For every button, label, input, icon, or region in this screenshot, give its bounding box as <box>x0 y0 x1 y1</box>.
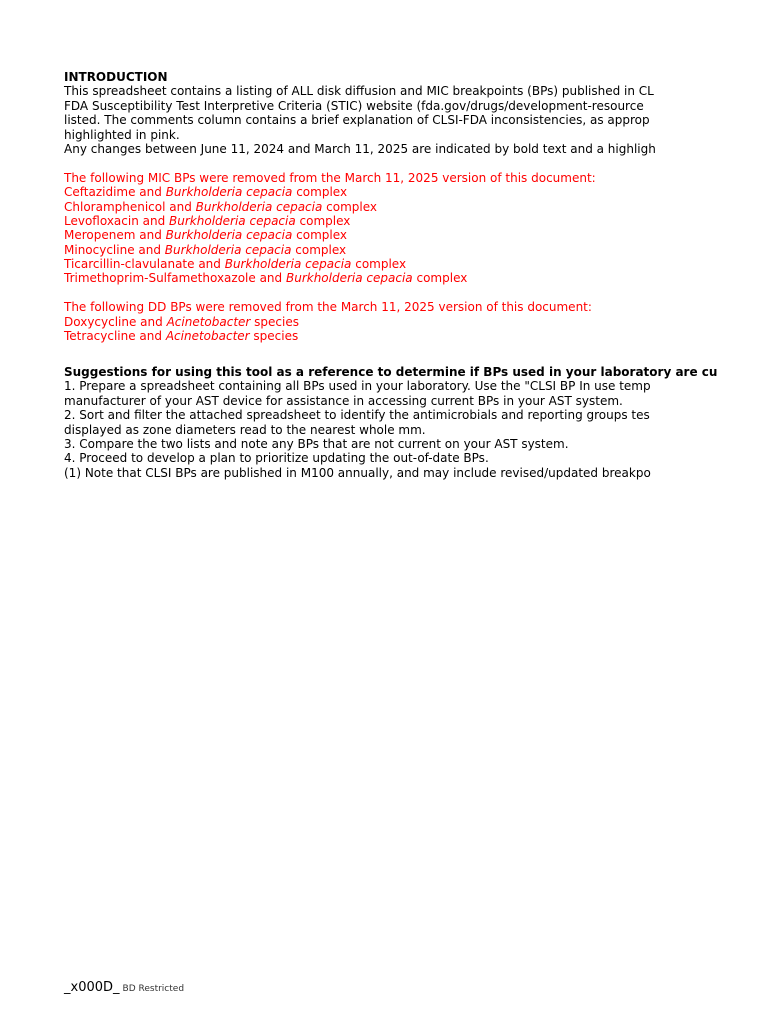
mic-removed-item: Chloramphenicol and Burkholderia cepacia complex <box>64 199 378 214</box>
mic-removed-item: Ticarcillin-clavulanate and Burkholderia cepacia complex <box>64 257 407 272</box>
intro-heading: INTRODUCTION <box>64 70 168 84</box>
spacer <box>64 156 607 170</box>
suggestion-line: displayed as zone diameters read to the nearest whole mm. <box>64 422 426 437</box>
mic-removed-heading: The following MIC BPs were removed from the March 11, 2025 version of this document: <box>64 170 596 185</box>
classification-label: BD Restricted <box>122 984 185 994</box>
mic-removed-item: Levofloxacin and Burkholderia cepacia complex <box>64 213 351 228</box>
intro-line: listed. The comments column contains a brief explanation of CLSI-FDA inconsistencies, as approp <box>64 113 650 128</box>
intro-line: FDA Susceptibility Test Interpretive Criteria (STIC) website (fda.gov/drugs/development-resource <box>64 98 644 113</box>
mic-removed-item: Minocycline and Burkholderia cepacia complex <box>64 242 347 257</box>
suggestions-heading: Suggestions for using this tool as a reference to determine if BPs used in your laboratory are cu <box>64 365 718 380</box>
intro-line: This spreadsheet contains a listing of ALL disk diffusion and MIC breakpoints (BPs) published in CL <box>64 84 654 99</box>
mic-removed-item: Trimethoprim-Sulfamethoxazole and Burkholderia cepacia complex <box>64 271 468 286</box>
suggestion-line: 4. Proceed to develop a plan to prioritize updating the out-of-date BPs. <box>64 451 489 466</box>
dd-removed-item: Doxycycline and Acinetobacter species <box>64 314 299 329</box>
intro-line: Any changes between June 11, 2024 and March 11, 2025 are indicated by bold text and a highligh <box>64 141 656 156</box>
page-footer <box>64 980 184 995</box>
suggestion-line: (1) Note that CLSI BPs are published in M100 annually, and may include revised/updated breakpo <box>64 465 651 480</box>
suggestion-line: 3. Compare the two lists and note any BPs that are not current on your AST system. <box>64 436 569 451</box>
spacer <box>64 343 607 365</box>
mic-removed-item: Ceftazidime and Burkholderia cepacia complex <box>64 185 348 200</box>
spacer <box>64 286 607 300</box>
dd-removed-item: Tetracycline and Acinetobacter species <box>64 329 299 344</box>
mic-removed-item: Meropenem and Burkholderia cepacia complex <box>64 228 347 243</box>
intro-line: highlighted in pink. <box>64 127 180 142</box>
suggestion-line: manufacturer of your AST device for assistance in accessing current BPs in your AST system. <box>64 393 623 408</box>
document-body <box>64 70 718 480</box>
suggestion-line: 1. Prepare a spreadsheet containing all BPs used in your laboratory. Use the "CLSI BP In use temp <box>64 379 651 394</box>
dd-removed-heading: The following DD BPs were removed from the March 11, 2025 version of this document: <box>64 300 592 315</box>
suggestion-line: 2. Sort and filter the attached spreadsheet to identify the antimicrobials and reporting groups tes <box>64 408 650 423</box>
footer-code: _x000D_ <box>64 980 120 995</box>
